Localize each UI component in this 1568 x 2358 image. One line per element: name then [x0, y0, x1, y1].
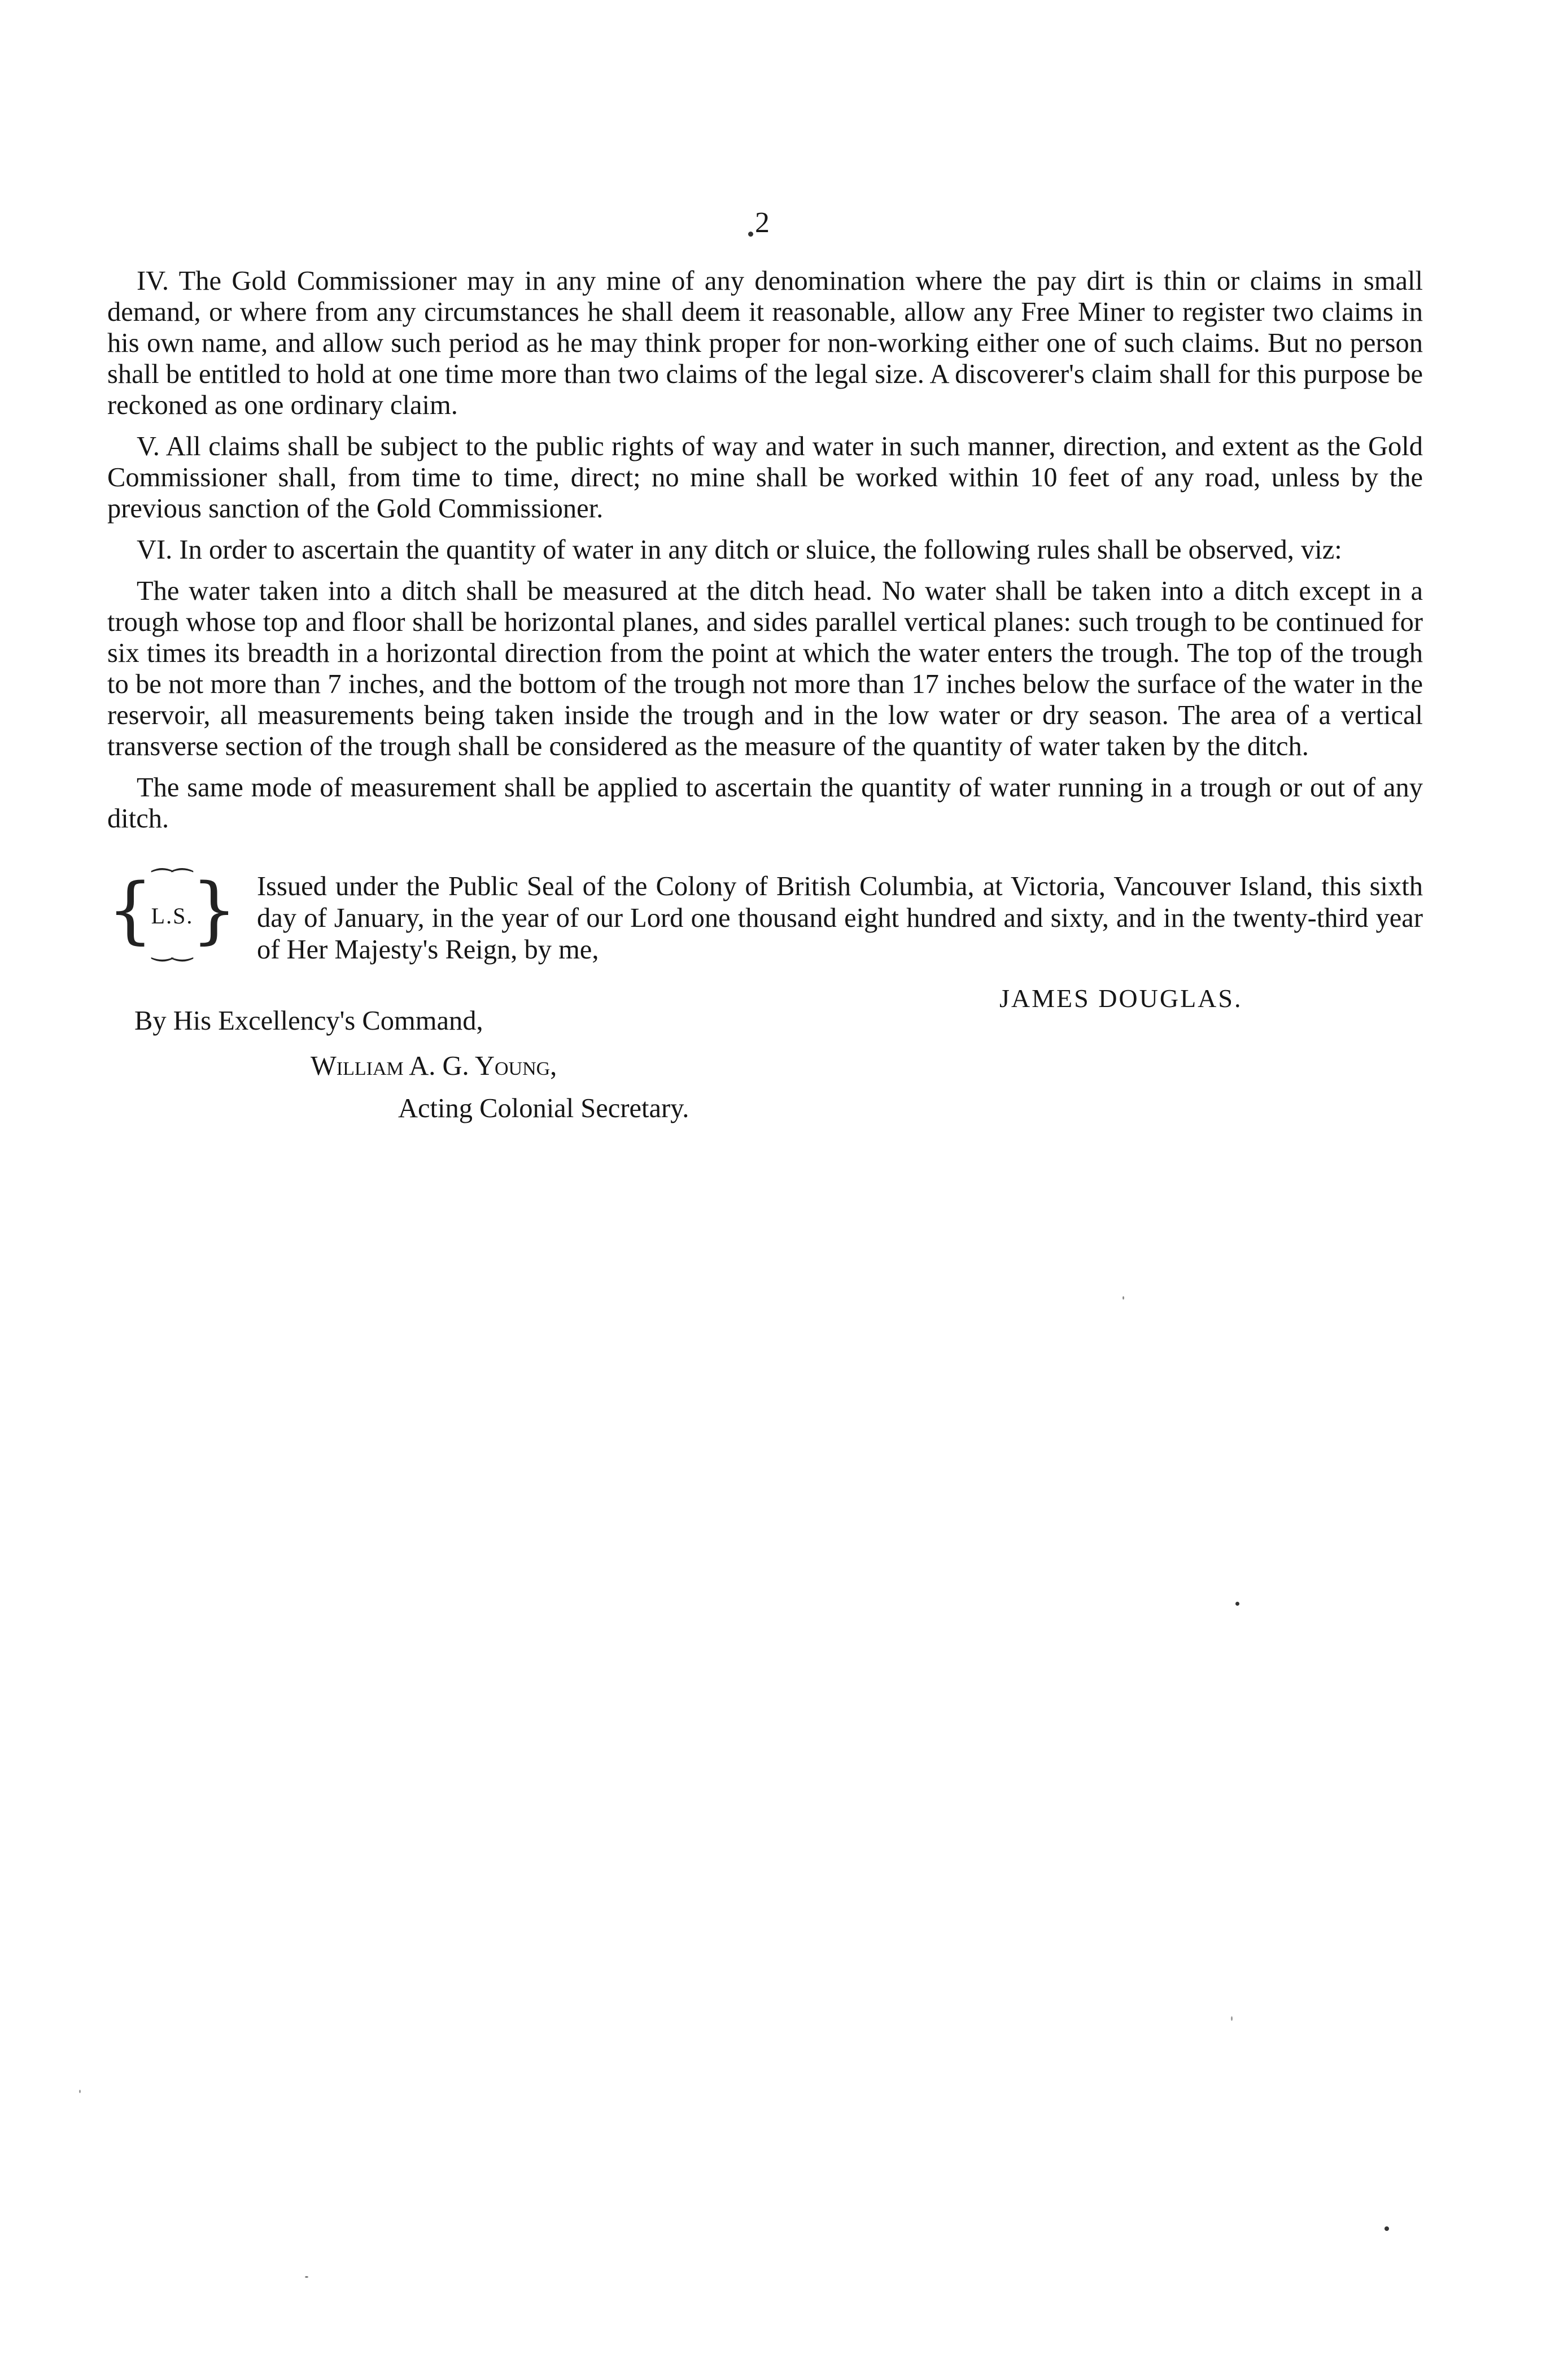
paragraph-iv: IV. The Gold Commissioner may in any mine of any denomination where the pay dirt is thin or claims in small demand, or where from any circumstances he shall deem it reasonable, allow any Free Miner to register two claims in his own name, and allow such period as he may think proper for non-working either one of such claims. But no person shall be entitled to hold at one time more than two claims of the legal size. A discoverer's claim shall for this purpose be reckoned as one ordinary claim.	[107, 266, 1423, 420]
paper-speck	[1123, 1296, 1124, 1300]
seal-left-brace: {	[107, 868, 154, 952]
issued-statement: Issued under the Public Seal of the Colony of British Columbia, at Victoria, Vancouver Island, this sixth day of January, in the year of our Lord one thousand eight hundred and sixty, and in the twenty-third year of Her Majesty's Reign, by me,	[257, 871, 1423, 965]
paragraph-vi: VI. In order to ascertain the quantity of water in any ditch or sluice, the following rules shall be observed, viz:	[137, 535, 1342, 565]
seal-bottom-flourish: ‿‿	[152, 934, 193, 961]
seal-label: L.S.	[151, 903, 194, 929]
secretary-name: William A. G. Young,	[311, 1051, 557, 1081]
seal-top-flourish: ⁀⁀	[152, 869, 193, 897]
paper-speck	[305, 2276, 308, 2278]
paragraph-water-measure: The water taken into a ditch shall be measured at the ditch head. No water shall be taken into a ditch except in a trough whose top and floor shall be horizontal planes, and sides parallel vertical planes: such trough to be continued for six times its breadth in a horizontal direction from the point at which the water enters the trough. The top of the trough to be not more than 7 inches, and the bottom of the trough not more than 17 inches below the surface of the water in the reservoir, all measurements being taken inside the trough and in the low water or dry season. The area of a vertical transverse section of the trough shall be considered as the measure of the quantity of water taken by the ditch.	[107, 576, 1423, 761]
seal-right-brace: }	[191, 868, 237, 952]
paragraph-v: V. All claims shall be subject to the public rights of way and water in such manner, direction, and extent as the Gold Commissioner shall, from time to time, direct; no mine shall be worked within 10 feet of any road, unless by the previous sanction of the Gold Commissioner.	[107, 431, 1423, 524]
public-seal-mark	[107, 870, 237, 960]
paper-speck	[1235, 1602, 1239, 1606]
page-number: 2	[755, 207, 770, 239]
governor-signature: JAMES DOUGLAS.	[999, 984, 1243, 1013]
paper-speck	[1384, 2226, 1389, 2231]
secretary-title: Acting Colonial Secretary.	[398, 1093, 689, 1123]
command-line: By His Excellency's Command,	[134, 1006, 483, 1036]
paper-speck	[79, 2090, 81, 2093]
proclamation-body	[107, 265, 1423, 844]
paper-speck	[748, 232, 753, 237]
paper-speck	[1231, 2016, 1233, 2021]
paragraph-same-mode: The same mode of measurement shall be applied to ascertain the quantity of water running in a trough or out of any ditch.	[107, 773, 1423, 834]
